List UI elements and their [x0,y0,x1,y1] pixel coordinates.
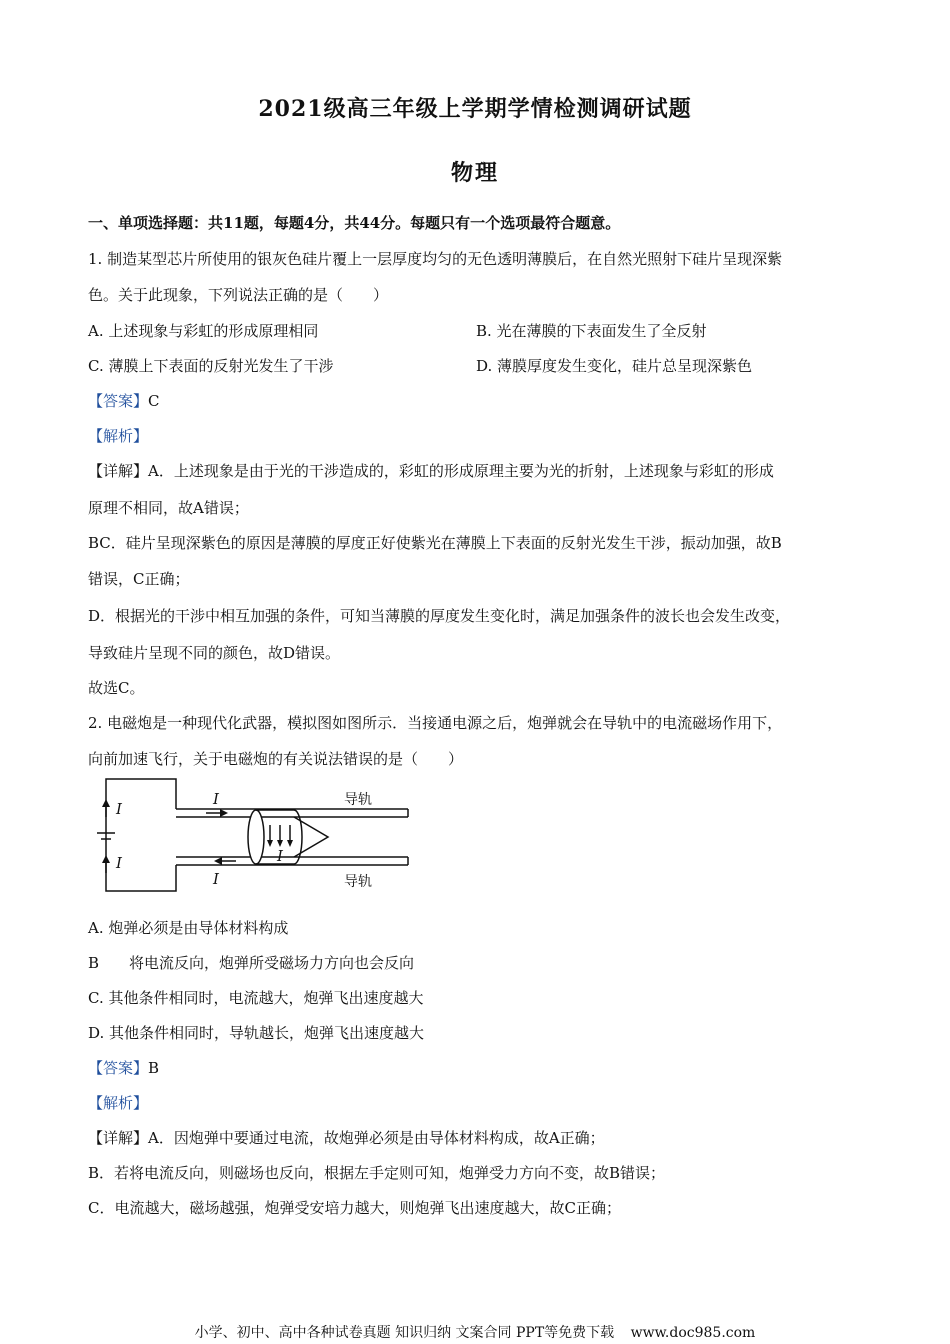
detail-tag: 【详解】 [88,1129,149,1147]
answer-value: B [148,1059,160,1077]
rail-label-top: 导轨 [344,792,372,808]
q1-option-d: D. 薄膜厚度发生变化，硅片总呈现深紫色 [476,357,753,375]
footer-text: 小学、初中、高中各种试卷真题 知识归纳 文案合同 PPT等免费下载 [194,1325,615,1341]
current-label-projectile: I [277,847,283,865]
q2-detail-line2: B．若将电流反向，则磁场也反向，根据左手定则可知，炮弹受力方向不变，故B错误； [88,1164,666,1182]
section-heading: 一、单项选择题：共11题，每题4分，共44分。每题只有一个选项最符合题意。 [88,214,621,232]
q1-option-c: C. 薄膜上下表面的反射光发生了干涉 [88,357,334,375]
q2-option-c: C. 其他条件相同时，电流越大，炮弹飞出速度越大 [88,989,424,1007]
circuit-wire [106,779,176,891]
q1-detail-line5: D．根据光的干涉中相互加强的条件，可知当薄膜的厚度发生变化时，满足加强条件的波长也会发生改变， [88,607,791,625]
q2-stem-line2: 向前加速飞行，关于电磁炮的有关说法错误的是（ ） [88,750,464,768]
q1-conclusion: 故选C。 [88,679,145,697]
current-label-bottom-rail: I [213,870,219,888]
q1-stem-line2: 色。关于此现象，下列说法正确的是（ ） [88,286,389,304]
q1-stem-line1: 1. 制造某型芯片所使用的银灰色硅片覆上一层厚度均匀的无色透明薄膜后，在自然光照射下硅片呈现深紫 [88,250,783,268]
analysis-tag: 【解析】 [88,1094,149,1112]
subject-title: 物理 [450,160,499,186]
q1-analysis-tag [88,426,148,446]
current-label-top-rail: I [213,790,219,808]
q2-detail-line3: C．电流越大，磁场越强，炮弹受安培力越大，则炮弹飞出速度越大，故C正确； [88,1199,621,1217]
q2-detail-line1 [88,1128,605,1148]
q2-answer [88,1058,159,1078]
answer-tag: 【答案】 [88,392,149,410]
q1-detail-line2: 原理不相同，故A错误； [88,499,249,517]
q1-answer [88,391,160,411]
q1-detail-line6: 导致硅片呈现不同的颜色，故D错误。 [88,644,341,662]
page-footer [0,1322,950,1342]
detail-text: A．因炮弹中要通过电流，故炮弹必须是由导体材料构成，故A正确； [148,1129,605,1147]
railgun-diagram [96,777,416,897]
q2-option-d: D. 其他条件相同时，导轨越长，炮弹飞出速度越大 [88,1024,425,1042]
detail-text: A．上述现象是由于光的干涉造成的，彩虹的形成原理主要为光的折射，上述现象与彩虹的形成 [148,462,774,480]
current-label-left-top: I [116,800,122,818]
projectile-nose [294,817,328,857]
footer-site-link[interactable]: www.doc985.com [630,1325,756,1341]
q2-option-b: B 将电流反向，炮弹所受磁场力方向也会反向 [88,954,415,972]
q1-option-b: B. 光在薄膜的下表面发生了全反射 [476,322,707,340]
q2-analysis-tag [88,1093,148,1113]
q2-stem-line1: 2. 电磁炮是一种现代化武器，模拟图如图所示．当接通电源之后，炮弹就会在导轨中的电流磁场作用下， [88,714,783,732]
answer-tag: 【答案】 [88,1059,149,1077]
analysis-tag: 【解析】 [88,427,149,445]
q1-option-a: A. 上述现象与彩虹的形成原理相同 [88,322,319,340]
projectile-back [248,810,264,864]
current-label-left-bottom: I [116,854,122,872]
answer-value: C [148,392,160,410]
q2-option-a: A. 炮弹必须是由导体材料构成 [88,919,289,937]
q1-detail-line3: BC．硅片呈现深紫色的原因是薄膜的厚度正好使紫光在薄膜上下表面的反射光发生干涉，振动加强，故B [88,534,782,552]
rail-label-bottom: 导轨 [344,874,372,890]
q1-detail-line1 [88,461,774,481]
q1-detail-line4: 错误，C正确； [88,570,190,588]
detail-tag: 【详解】 [88,462,149,480]
exam-title: 2021级高三年级上学期学情检测调研试题 [258,96,692,122]
